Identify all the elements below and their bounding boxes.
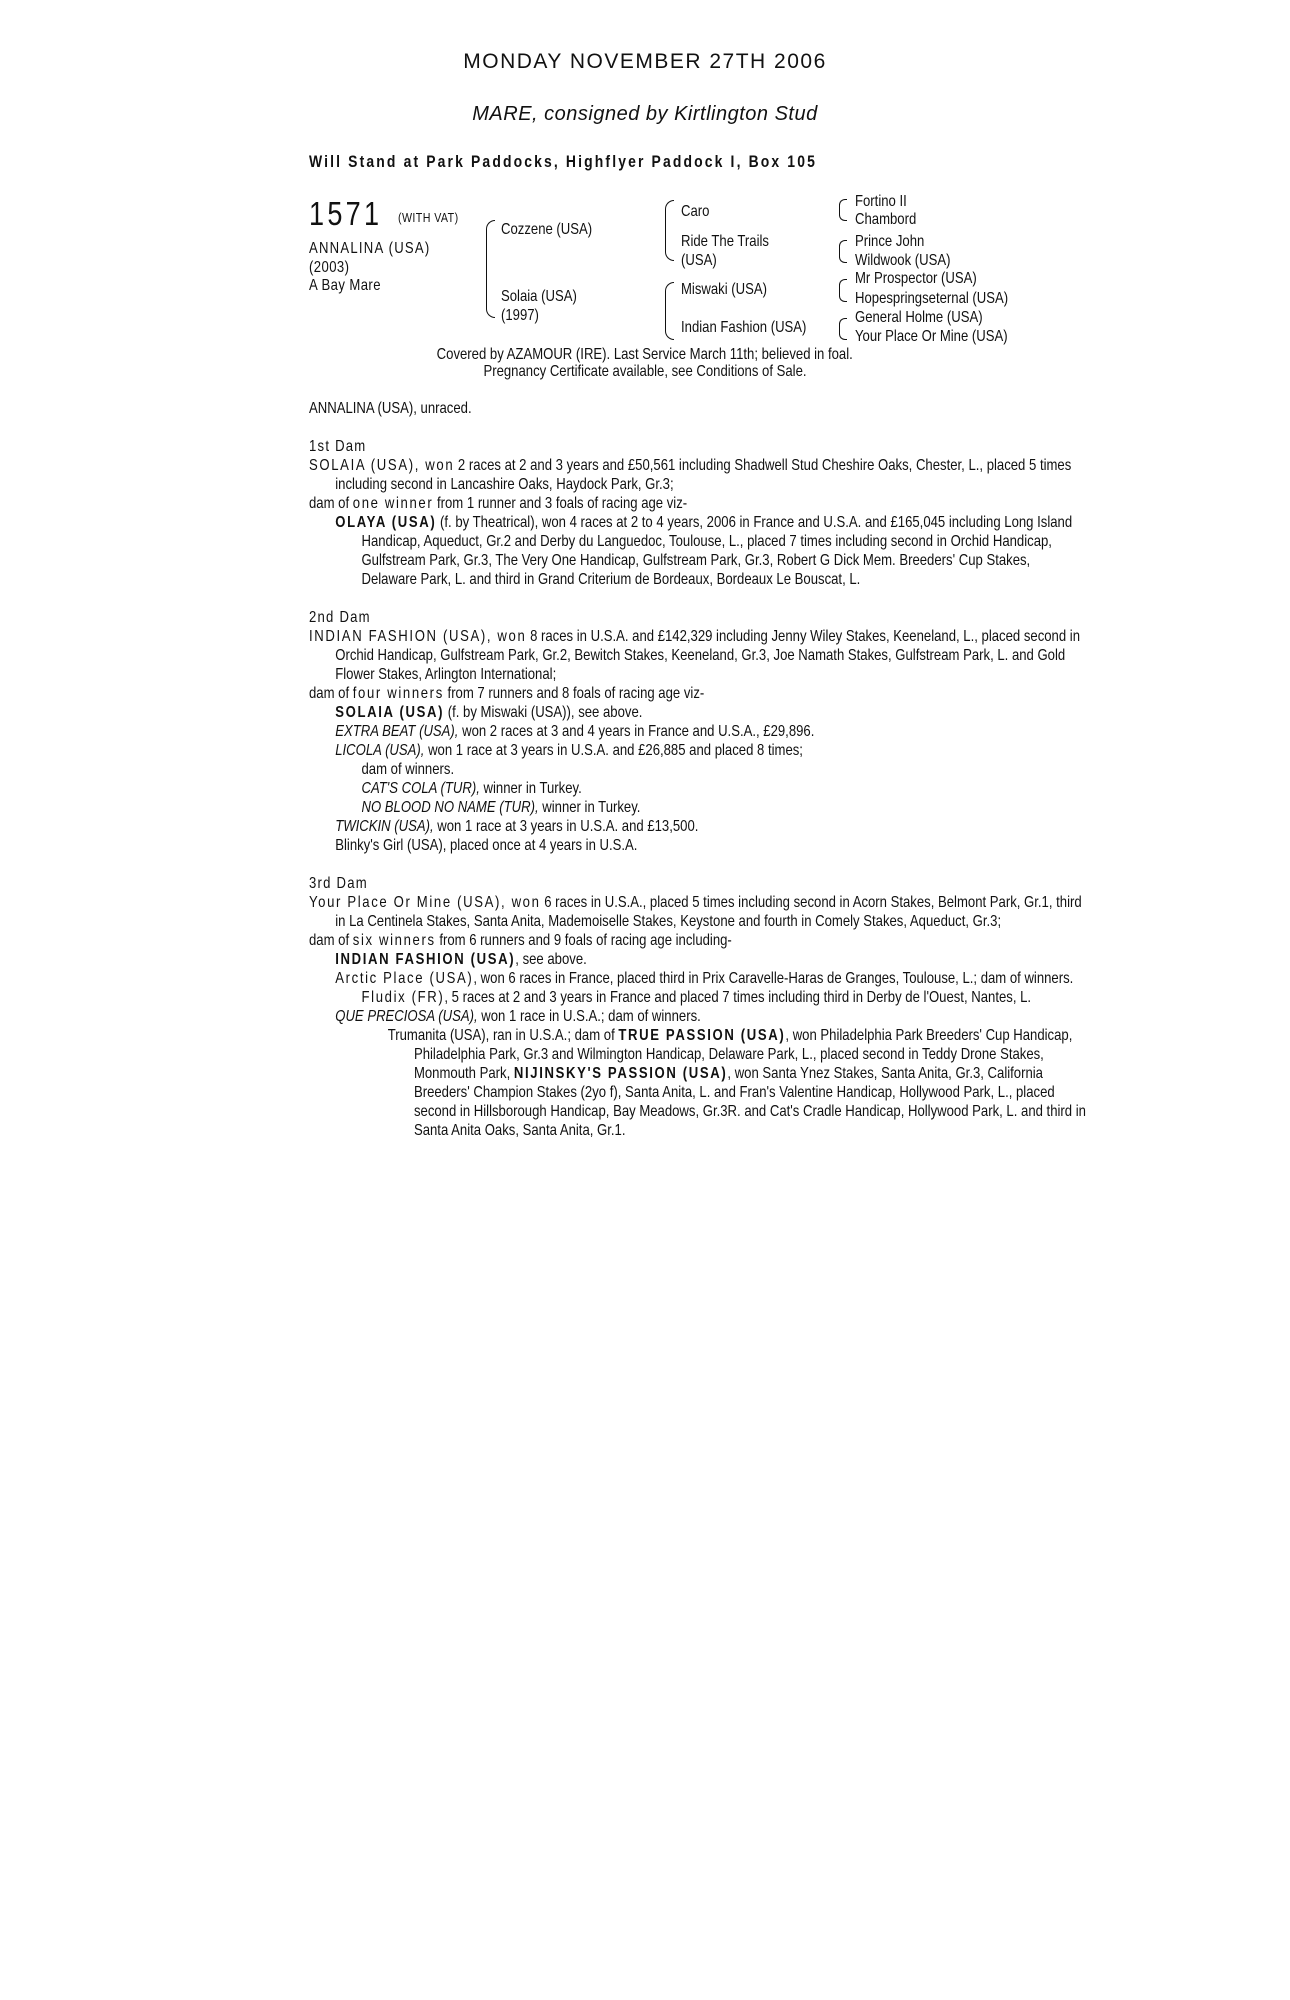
second-dam-produce-summary: dam of four winners from 7 runners and 8 foals of racing age viz- <box>309 685 705 702</box>
pedigree-sire: Cozzene (USA) <box>501 221 593 238</box>
pedigree-brace-indian-fashion <box>839 318 847 340</box>
second-dam-produce-2: EXTRA BEAT (USA), won 2 races at 3 and 4 years in France and U.S.A., £29,896. <box>335 723 815 740</box>
pedigree-dam: Solaia (USA) <box>501 288 577 305</box>
pedigree-dam-year: (1997) <box>501 307 539 324</box>
pedigree-sire-sire: Caro <box>681 203 710 220</box>
covered-line-2: Pregnancy Certificate available, see Conditions of Sale. <box>483 363 807 380</box>
second-dam-produce-3: LICOLA (USA), won 1 race at 3 years in U.S.A. and £26,885 and placed 8 times; <box>335 742 803 759</box>
third-dam-produce-2c: Trumanita (USA), ran in U.S.A.; dam of TRUE PASSION (USA), won Philadelphia Park Breeders' Cup Handicap, Philadelphia Park, Gr.3 and Wilmington Handicap, Delaware Park, L., placed second in Teddy Drone Stakes, Monmouth Park, NIJINSKY'S PASSION (USA), won Santa Ynez Stakes, Santa Anita, Gr.3, California Breeders' Champion Stakes (2yo f), Santa Anita, L. and Fran's Valentine Handicap, Hollywood Park, L., placed second in Hillsborough Handicap, Bay Meadows, Gr.3R. and Cat's Cradle Handicap, Hollywood Park, L. and third in Santa Anita Oaks, Santa Anita, Gr.1. <box>387 1027 1086 1139</box>
horse-description: A Bay Mare <box>309 277 381 294</box>
third-dam-heading: 3rd Dam <box>309 875 368 892</box>
pedigree-dam-dam: Indian Fashion (USA) <box>681 319 807 336</box>
first-dam-heading: 1st Dam <box>309 438 367 455</box>
consignor-line: MARE, consigned by Kirtlington Stud <box>472 103 818 125</box>
pedigree-brace-caro <box>839 199 847 221</box>
pedigree-dam-sire: Miswaki (USA) <box>681 281 768 298</box>
second-dam-produce-3a: CAT'S COLA (TUR), winner in Turkey. <box>361 780 582 797</box>
third-dam-produce-2b: QUE PRECIOSA (USA), won 1 race in U.S.A.; dam of winners. <box>335 1008 701 1025</box>
pedigree-gen3-2: Chambord <box>855 211 917 228</box>
pedigree-brace-miswaki <box>839 279 847 302</box>
catalogue-body <box>309 399 1089 1140</box>
covered-note <box>0 346 1290 380</box>
pedigree-gen3-4: Wildwook (USA) <box>855 252 951 269</box>
second-dam-produce-4: TWICKIN (USA), won 1 race at 3 years in U.S.A. and £13,500. <box>335 818 699 835</box>
third-dam-entry <box>309 893 1089 931</box>
lot-number: 1571 <box>309 195 383 232</box>
pedigree-gen3-1: Fortino II <box>855 193 907 210</box>
third-dam-produce-summary: dam of six winners from 6 runners and 9 foals of racing age including- <box>309 932 732 949</box>
covered-line-1: Covered by AZAMOUR (IRE). Last Service March 11th; believed in foal. <box>436 346 854 363</box>
pedigree-gen3-6: Hopespringseternal (USA) <box>855 290 1009 307</box>
second-dam-produce-5: Blinky's Girl (USA), placed once at 4 years in U.S.A. <box>335 837 638 854</box>
pedigree-brace-gen1 <box>486 220 495 318</box>
pedigree-gen3-7: General Holme (USA) <box>855 309 983 326</box>
third-dam-produce-1: INDIAN FASHION (USA), see above. <box>335 951 587 968</box>
pedigree-sire-dam: Ride The Trails <box>681 233 769 250</box>
pedigree-sire-dam-country: (USA) <box>681 252 717 269</box>
second-dam-record: 8 races in U.S.A. and £142,329 including Jenny Wiley Stakes, Keeneland, L., placed second in Orchid Handicap, Gulfstream Park, Gr.2, Bewitch Stakes, Keeneland, Gr.3, Joe Namath Stakes, Gulfstream Park, L. and Gold Flower Stakes, Arlington International; <box>335 628 1081 683</box>
second-dam-heading: 2nd Dam <box>309 609 371 626</box>
vat-note: (WITH VAT) <box>398 210 459 225</box>
pedigree-gen3-3: Prince John <box>855 233 925 250</box>
first-dam-name: SOLAIA (USA), won <box>309 457 455 474</box>
pedigree-gen3-5: Mr Prospector (USA) <box>855 270 977 287</box>
second-dam-entry <box>309 627 1089 684</box>
pedigree-brace-dam <box>665 282 674 340</box>
third-dam-record: 6 races in U.S.A., placed 5 times including second in Acorn Stakes, Belmont Park, Gr.1, third in La Centinela Stakes, Santa Anita, Mademoiselle Stakes, Keystone and fourth in Comely Stakes, Aqueduct, Gr.3; <box>335 894 1082 930</box>
second-dam-produce-3b: NO BLOOD NO NAME (TUR), winner in Turkey. <box>361 799 641 816</box>
third-dam-produce-2a: Fludix (FR), 5 races at 2 and 3 years in France and placed 7 times including third in Derby de l'Ouest, Nantes, L. <box>361 989 1032 1006</box>
horse-name: ANNALINA (USA) <box>309 240 431 257</box>
second-dam-name: INDIAN FASHION (USA), won <box>309 628 527 645</box>
first-dam-record: 2 races at 2 and 3 years and £50,561 including Shadwell Stud Cheshire Oaks, Chester, L., placed 5 times including second in Lancashire Oaks, Haydock Park, Gr.3; <box>335 457 1072 493</box>
second-dam-produce-3-dam-of: dam of winners. <box>361 761 455 778</box>
first-dam-entry <box>309 456 1089 494</box>
stand-location: Will Stand at Park Paddocks, Highflyer Paddock I, Box 105 <box>309 152 817 171</box>
pedigree-brace-ride-the-trails <box>839 240 847 263</box>
first-dam-produce-summary: dam of one winner from 1 runner and 3 foals of racing age viz- <box>309 495 688 512</box>
sale-date: MONDAY NOVEMBER 27TH 2006 <box>463 50 827 73</box>
second-dam-produce-1: SOLAIA (USA) (f. by Miswaki (USA)), see above. <box>335 704 643 721</box>
third-dam-produce-2: Arctic Place (USA), won 6 races in France, placed third in Prix Caravelle-Haras de Granges, Toulouse, L.; dam of winners. <box>335 970 1074 987</box>
pedigree-brace-sire <box>665 200 674 261</box>
pedigree-gen3-8: Your Place Or Mine (USA) <box>855 328 1008 345</box>
intro-line: ANNALINA (USA), unraced. <box>309 400 472 417</box>
first-dam-produce-1: OLAYA (USA) (f. by Theatrical), won 4 races at 2 to 4 years, 2006 in France and U.S.A. and £165,045 including Long Island Handicap, Aqueduct, Gr.2 and Derby du Languedoc, Toulouse, L., placed 7 times including second in Orchid Handicap, Gulfstream Park, Gr.3, The Very One Handicap, Gulfstream Park, Gr.3, Robert G Dick Mem. Breeders' Cup Stakes, Delaware Park, L. and third in Grand Criterium de Bordeaux, Bordeaux Le Bouscat, L. <box>335 514 1073 588</box>
third-dam-name: Your Place Or Mine (USA), won <box>309 894 541 911</box>
horse-year: (2003) <box>309 259 350 276</box>
